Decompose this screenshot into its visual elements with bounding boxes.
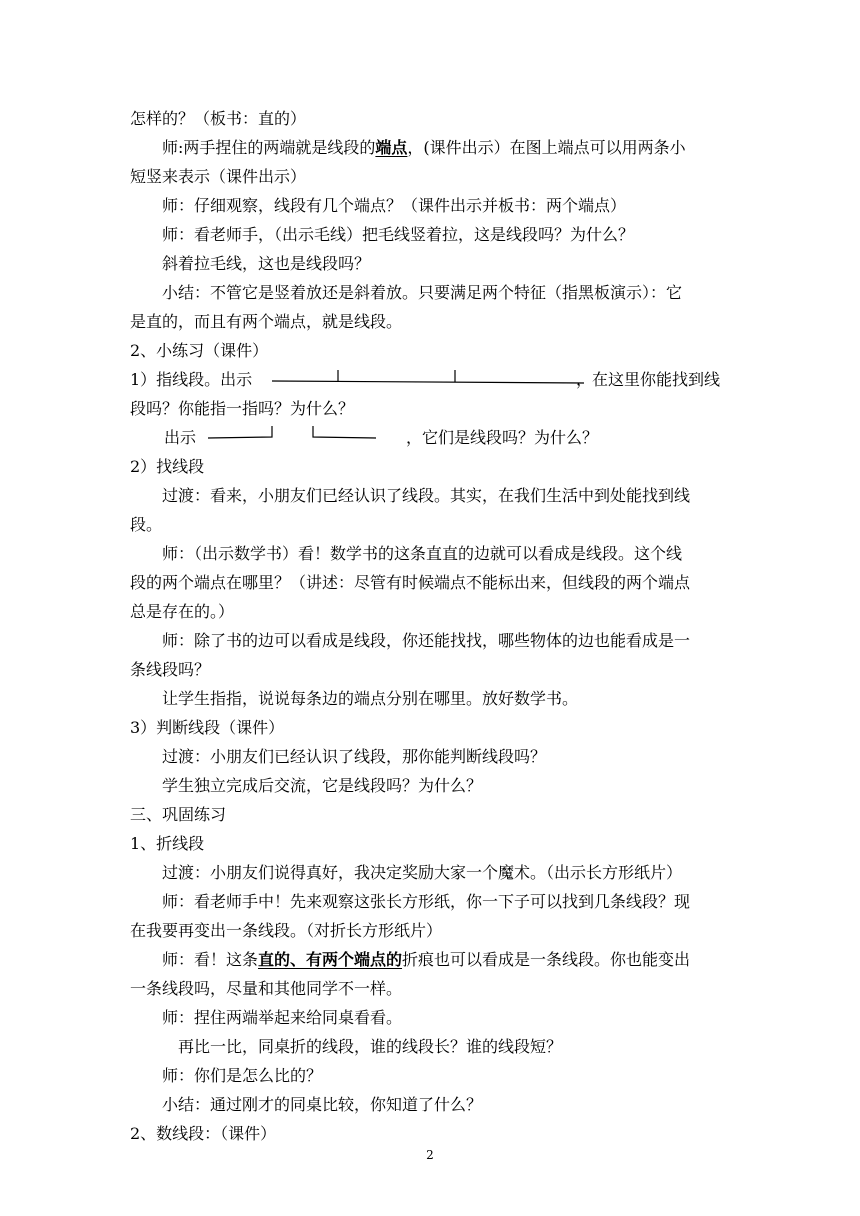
emphasis-fold-features: 直的、有两个端点的 — [258, 950, 403, 969]
text-line: 师：你们是怎么比的？ — [162, 1066, 323, 1085]
text-segment: ，在这里你能找到线 — [576, 370, 721, 389]
text-segment: 出示 — [164, 428, 197, 447]
text-segment: ，它们是线段吗？为什么？ — [406, 428, 599, 447]
text-line: 小结：不管它是竖着放还是斜着放。只要满足两个特征（指黑板演示）：它 — [162, 283, 683, 302]
text-line: 师：看老师手，（出示毛线）把毛线竖着拉，这是线段吗？为什么？ — [162, 225, 635, 244]
text-line — [130, 133, 732, 162]
text-line: 条线段吗？ — [130, 660, 211, 679]
text-segment: ，(课件出示）在图上端点可以用两条小 — [407, 138, 686, 157]
text-line: 师：看老师手中！先来观察这张长方形纸，你一下子可以找到几条线段？现 — [162, 892, 691, 911]
text-line: 斜着拉毛线，这也是线段吗？ — [162, 254, 371, 273]
text-line: 师：（出示数学书）看！数学书的这条直直的边就可以看成是线段。这个线 — [162, 544, 683, 563]
text-line: 师：仔细观察，线段有几个端点？（课件出示并板书：两个端点） — [162, 196, 627, 215]
text-line: 师：捏住两端举起来给同桌看看。 — [162, 1008, 403, 1027]
text-segment: 折痕也可以看成是一条线段。你也能变出 — [402, 950, 691, 969]
emphasis-endpoint: 端点 — [375, 138, 408, 157]
section-heading: 2）找线段 — [130, 457, 205, 476]
text-line: 段。 — [130, 515, 163, 534]
section-heading: 3）判断线段（课件） — [130, 718, 285, 737]
exercise-line-2 — [130, 423, 732, 452]
text-line: 总是存在的。） — [130, 602, 235, 621]
text-line: 师：除了书的边可以看成是线段，你还能找找，哪些物体的边也能看成是一 — [162, 631, 691, 650]
page-number: 2 — [426, 1148, 434, 1162]
text-line: 在我要再变出一条线段。（对折长方形纸片） — [130, 921, 443, 940]
ray-line — [272, 381, 584, 383]
text-line: 是直的，而且有两个端点，就是线段。 — [130, 312, 403, 331]
text-line: 过渡：小朋友们说得真好，我决定奖励大家一个魔术。（出示长方形纸片） — [162, 863, 683, 882]
section-heading: 三、巩固练习 — [130, 805, 227, 824]
section-heading: 1、折线段 — [130, 834, 205, 853]
text-line: 再比一比，同桌折的线段，谁的线段长？谁的线段短？ — [178, 1037, 563, 1056]
text-segment: 师：看！这条 — [162, 950, 259, 969]
section-heading: 2、数线段：（课件） — [130, 1124, 277, 1143]
text-line: 段的两个端点在哪里？（讲述：尽管有时候端点不能标出来，但线段的两个端点 — [130, 573, 691, 592]
text-line: 怎样的？（板书：直的） — [130, 109, 307, 128]
text-line: 小结：通过刚才的同桌比较，你知道了什么？ — [162, 1095, 483, 1114]
text-line: 过渡：看来，小朋友们已经认识了线段。其实，在我们生活中到处能找到线 — [162, 486, 691, 505]
text-line: 学生独立完成后交流，它是线段吗？为什么？ — [162, 776, 483, 795]
text-segment: 1）指线段。出示 — [130, 370, 253, 389]
document-body — [130, 104, 732, 1148]
text-line: 过渡：小朋友们已经认识了线段，那你能判断线段吗？ — [162, 747, 547, 766]
section-heading: 2、小练习（课件） — [130, 341, 269, 360]
broken-line-right — [313, 426, 376, 438]
text-line: 一条线段吗，尽量和其他同学不一样。 — [130, 979, 403, 998]
text-segment: 师:两手捏住的两端就是线段的 — [162, 138, 376, 157]
text-line — [130, 945, 732, 974]
text-line: 短竖来表示（课件出示） — [130, 167, 307, 186]
broken-line-left — [208, 426, 272, 438]
exercise-line-1 — [130, 365, 732, 394]
text-line: 段吗？你能指一指吗？为什么？ — [130, 399, 355, 418]
text-line: 让学生指指，说说每条边的端点分别在哪里。放好数学书。 — [162, 689, 579, 708]
